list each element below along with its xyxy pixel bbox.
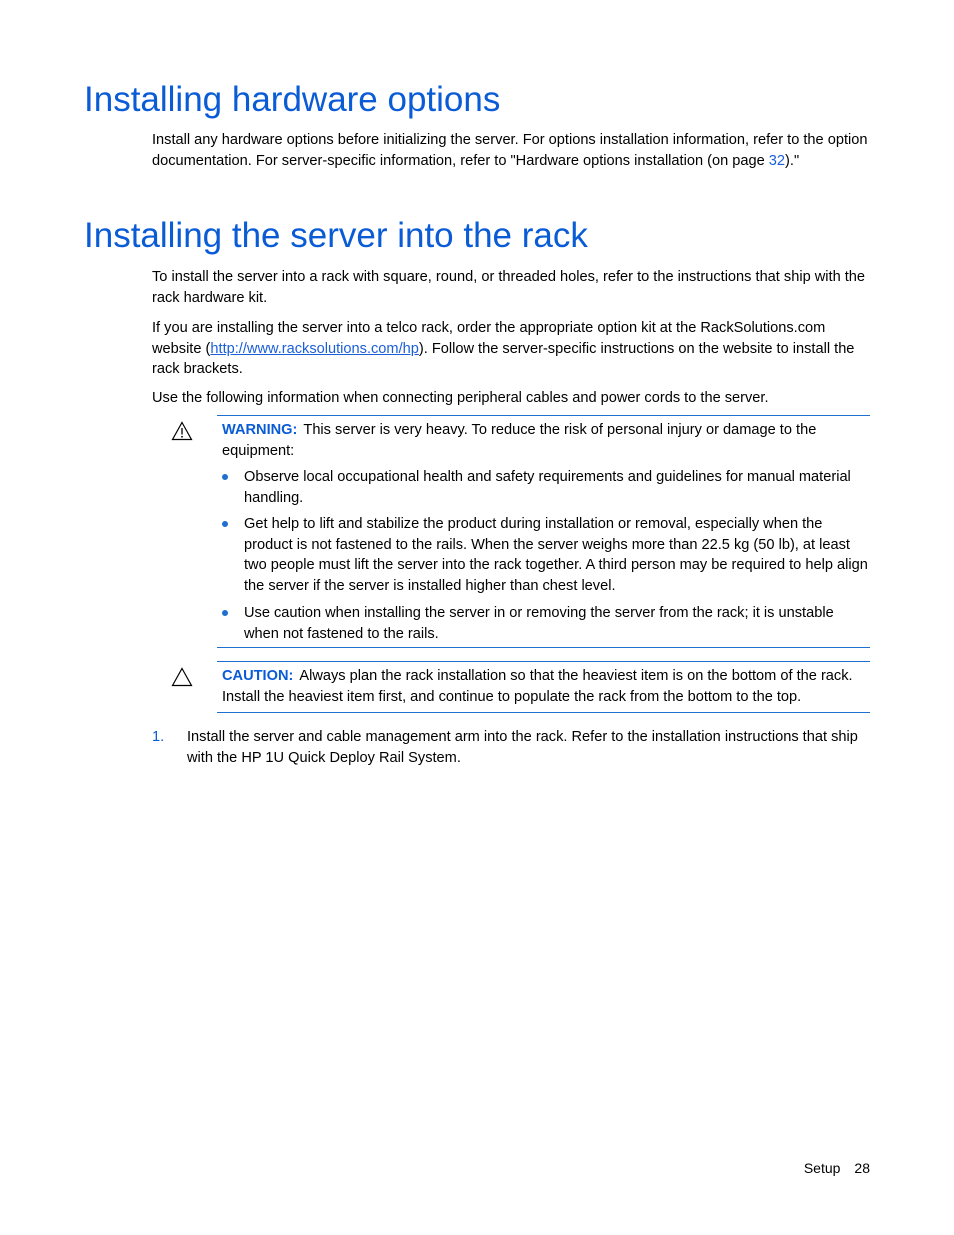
caution-triangle-icon — [171, 667, 193, 687]
page-number: 28 — [854, 1160, 870, 1176]
step-number: 1. — [152, 729, 165, 745]
hardware-options-text-end: )." — [785, 152, 800, 169]
cables-paragraph: Use the following information when connecting peripheral cables and power cords to the server. — [152, 390, 769, 406]
footer-section-name: Setup — [803, 1160, 841, 1176]
step-text: Install the server and cable management arm into the rack. Refer to the installation instructions that ship with the HP 1U Quick Deploy Rail System. — [187, 729, 858, 766]
telco-rack-text-end: ). Follow the server-specific instructions on the website to install the rack brackets. — [152, 340, 855, 377]
caution-label: CAUTION: — [222, 668, 294, 684]
bullet-dot — [222, 610, 228, 616]
caution-body: Always plan the rack installation so that the heaviest item is on the bottom of the rack. Install the heaviest item first, and continue to populate the rack from the bottom to the top. — [222, 668, 853, 705]
page-reference-link[interactable]: 32 — [768, 152, 786, 169]
bullet-dot — [222, 474, 228, 480]
warning-body: This server is very heavy. To reduce the risk of personal injury or damage to the equipment: — [222, 422, 817, 459]
warning-label: WARNING: — [222, 422, 298, 438]
section-heading-server-into-rack: Installing the server into the rack — [84, 216, 588, 255]
hardware-options-text: Install any hardware options before initializing the server. For options installation information, refer to the option documentation. For server-specific information, refer to "Hardware options installation (on page — [152, 132, 868, 169]
section-heading-hardware-options: Installing hardware options — [84, 80, 501, 119]
telco-rack-paragraph — [152, 318, 870, 380]
warning-triangle-icon — [171, 421, 193, 441]
telco-rack-text: If you are installing the server into a telco rack, order the appropriate option kit at the RackSolutions.com website ( — [152, 320, 826, 357]
warning-bullet-text: Get help to lift and stabilize the product during installation or removal, especially when the product is not fastened to the rails. When the server weighs more than 22.5 kg (50 lb), at least two people must lift the server into the rack together. A third person may be required to help align the server if the server is installed higher than chest level. — [244, 516, 868, 594]
bullet-dot — [222, 521, 228, 527]
warning-text — [222, 420, 868, 461]
page-footer — [804, 1158, 870, 1178]
caution-text — [222, 666, 868, 707]
rack-intro-paragraph: To install the server into a rack with square, round, or threaded holes, refer to the instructions that ship with the rack hardware kit. — [152, 269, 866, 306]
warning-bullet-text: Use caution when installing the server in or removing the server from the rack; it is unstable when not fastened to the rails. — [244, 605, 834, 642]
racksolutions-link[interactable]: http://www.racksolutions.com/hp — [210, 340, 419, 357]
hardware-options-paragraph — [152, 130, 870, 171]
warning-bullet-text: Observe local occupational health and safety requirements and guidelines for manual material handling. — [244, 469, 851, 506]
